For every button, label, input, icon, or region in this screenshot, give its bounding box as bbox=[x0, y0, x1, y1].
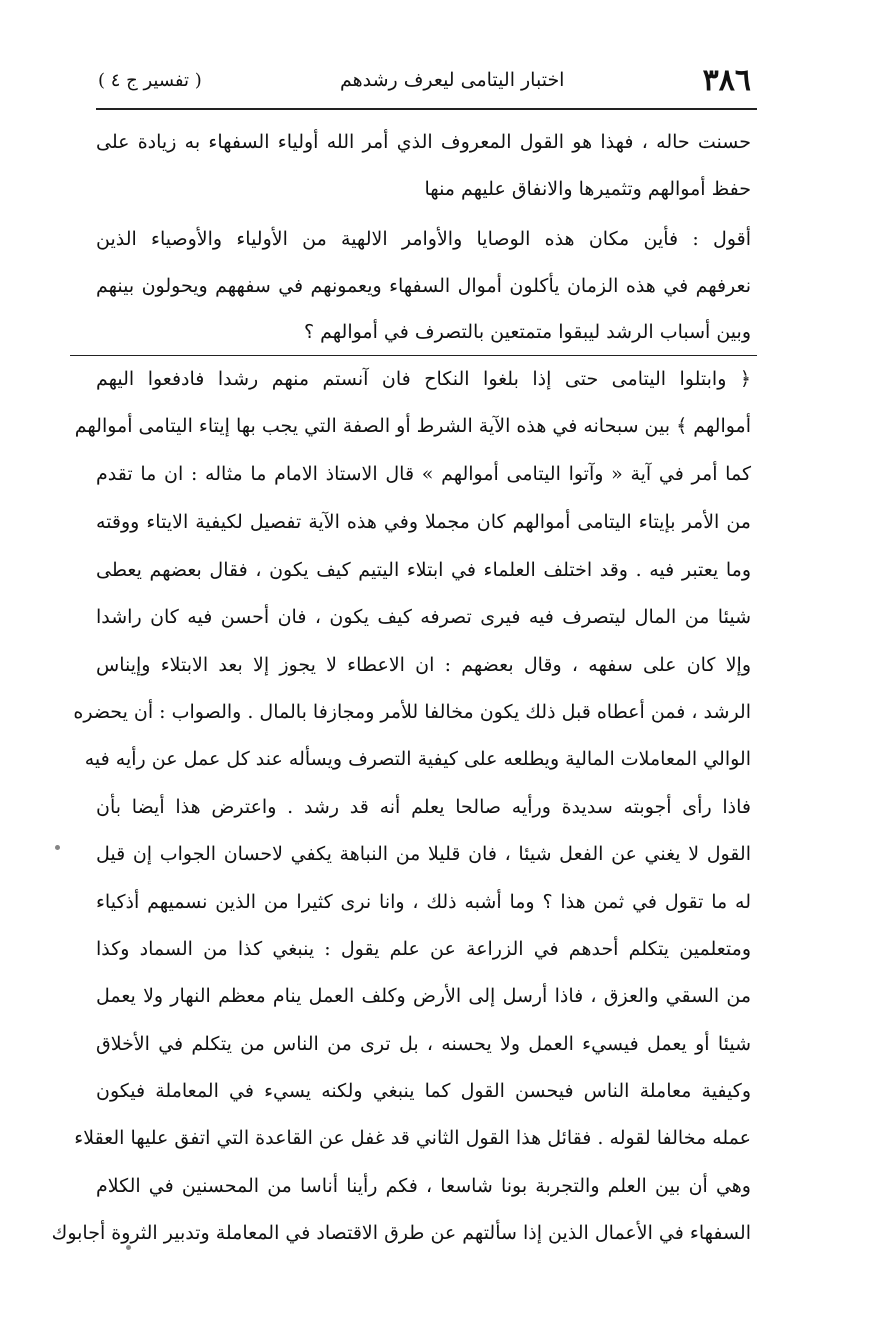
running-title: اختبار اليتامى ليعرف رشدهم bbox=[339, 69, 565, 91]
text-line: وإلا كان على سفهه ، وقال بعضهم : ان الاعطاء لا يجوز إلا بعد الابتلاء وإيناس bbox=[96, 654, 751, 676]
text-line: الرشد ، فمن أعطاه قبل ذلك يكون مخالفا للأمر ومجازفا بالمال . والصواب : أن يحضره bbox=[73, 701, 751, 723]
text-line: عمله مخالفا لقوله . فقائل هذا القول الثاني قد غفل عن القاعدة التي اتفق عليها العقلاء bbox=[74, 1127, 751, 1149]
text-line: القول لا يغني عن الفعل شيئا ، فان قليلا من النباهة يكفي لاحسان الجواب إن قيل bbox=[96, 843, 751, 865]
section-divider bbox=[70, 355, 757, 356]
part-label: ( تفسير ج ٤ ) bbox=[98, 69, 202, 91]
page-number: ٣٨٦ bbox=[702, 62, 751, 98]
verse-line: ﴿ وابتلوا اليتامى حتى إذا بلغوا النكاح فان آنستم منهم رشدا فادفعوا اليهم bbox=[96, 368, 751, 390]
text-line: ومتعلمين يتكلم أحدهم في الزراعة عن علم يقول : ينبغي كذا من السماد وكذا bbox=[96, 938, 751, 960]
scan-speck bbox=[126, 1245, 131, 1250]
page-header bbox=[98, 60, 751, 100]
text-line: شيئا أو يعمل فيسيء العمل ولا يحسنه ، بل ترى من الناس من يتكلم في الأخلاق bbox=[96, 1033, 751, 1055]
text-line: وما يعتبر فيه . وقد اختلف العلماء في ابتلاء اليتيم كيف يكون ، فقال بعضهم يعطى bbox=[96, 559, 751, 581]
text-line: من الأمر بإيتاء اليتامى أموالهم كان مجملا وفي هذه الآية تفصيل لكيفية الايتاء ووقته bbox=[96, 511, 751, 533]
text-line: أموالهم ﴾ بين سبحانه في هذه الآية الشرط أو الصفة التي يجب بها إيتاء اليتامى أموالهم bbox=[74, 415, 751, 437]
header-divider bbox=[96, 108, 757, 110]
text-line: الوالي المعاملات المالية ويطلعه على كيفية التصرف ويسأله عند كل عمل عن رأيه فيه bbox=[84, 748, 751, 770]
text-line: حسنت حاله ، فهذا هو القول المعروف الذي أمر الله أولياء السفهاء به زيادة على bbox=[96, 131, 751, 153]
text-line: حفظ أموالهم وتثميرها والانفاق عليهم منها bbox=[424, 178, 751, 200]
scan-speck bbox=[55, 845, 60, 850]
text-line: السفهاء في الأعمال الذين إذا سألتهم عن طرق الاقتصاد في المعاملة وتدبير الثروة أجابوك bbox=[51, 1222, 751, 1244]
text-line: من السقي والعزق ، فاذا أرسل إلى الأرض وكلف العمل ينام معظم النهار ولا يعمل bbox=[96, 985, 751, 1007]
text-line: شيئا من المال ليتصرف فيه فيرى تصرفه كيف يكون ، فان أحسن فيه كان راشدا bbox=[96, 606, 751, 628]
text-line: فاذا رأى أجوبته سديدة ورأيه صالحا يعلم أنه قد رشد . واعترض هذا أيضا بأن bbox=[96, 796, 751, 818]
text-line: وكيفية معاملة الناس فيحسن القول كما ينبغي ولكنه يسيء في المعاملة فيكون bbox=[96, 1080, 751, 1102]
text-line: وبين أسباب الرشد ليبقوا متمتعين بالتصرف في أموالهم ؟ bbox=[304, 321, 751, 343]
text-line: وهي أن بين العلم والتجربة بونا شاسعا ، فكم رأينا أناسا من المحسنين في الكلام bbox=[96, 1175, 751, 1197]
text-line: نعرفهم في هذه الزمان يأكلون أموال السفهاء ويعمونهم في سفههم ويحولون بينهم bbox=[96, 275, 751, 297]
text-line: أقول : فأين مكان هذه الوصايا والأوامر الالهية من الأولياء والأوصياء الذين bbox=[96, 228, 751, 250]
text-line: كما أمر في آية « وآتوا اليتامى أموالهم » قال الاستاذ الامام ما مثاله : ان ما تقدم bbox=[96, 463, 751, 485]
text-line: له ما تقول في ثمن هذا ؟ وما أشبه ذلك ، وانا نرى كثيرا من الذين نسميهم أذكياء bbox=[96, 891, 751, 913]
